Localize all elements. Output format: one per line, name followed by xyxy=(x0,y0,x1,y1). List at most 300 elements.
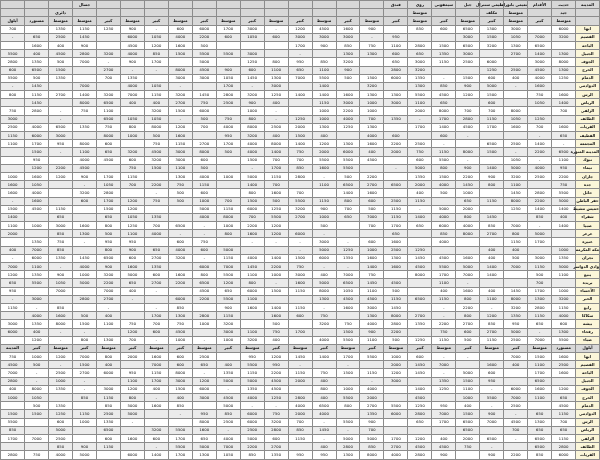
value-cell xyxy=(336,132,360,140)
value-cell: 3200 xyxy=(552,295,576,303)
city-cell: القصيم xyxy=(576,33,600,41)
value-cell xyxy=(96,328,120,336)
value-cell: 1200 xyxy=(288,25,312,33)
value-cell: 4500 xyxy=(312,25,336,33)
value-cell: 600 xyxy=(360,197,384,205)
value-cell: 2800 xyxy=(528,189,552,197)
value-cell: - xyxy=(144,303,168,311)
value-cell: 1700 xyxy=(216,25,240,33)
value-cell: 400 xyxy=(312,443,336,451)
value-cell: 1150 xyxy=(96,443,120,451)
value-cell: 4000 xyxy=(216,123,240,131)
value-cell xyxy=(288,295,312,303)
value-cell: 1300 xyxy=(96,336,120,344)
value-cell xyxy=(456,451,480,459)
value-cell xyxy=(456,361,480,369)
value-cell: 1150 xyxy=(288,287,312,295)
value-cell: 4000 xyxy=(120,50,144,58)
value-cell: 4500 xyxy=(120,41,144,49)
value-cell: 2200 xyxy=(168,279,192,287)
value-cell: - xyxy=(432,74,456,82)
value-cell: 950 xyxy=(264,361,288,369)
value-cell: 850 xyxy=(408,25,432,33)
value-cell xyxy=(240,9,264,17)
value-cell: 2000 xyxy=(384,361,408,369)
table-row xyxy=(1,74,600,82)
value-cell: 4000 xyxy=(456,222,480,230)
value-cell: 1300 xyxy=(408,82,432,90)
value-cell: 3000 xyxy=(456,33,480,41)
value-cell xyxy=(384,394,408,402)
value-cell xyxy=(432,9,456,17)
value-cell: 500 xyxy=(25,361,49,369)
value-cell: كبير xyxy=(480,17,504,25)
value-cell: 850 xyxy=(336,41,360,49)
value-cell xyxy=(25,1,49,9)
value-cell: 3200 xyxy=(240,132,264,140)
value-cell xyxy=(384,385,408,393)
value-cell: 1150 xyxy=(25,91,49,99)
value-cell: 500 xyxy=(264,320,288,328)
value-cell: 1450 xyxy=(480,213,504,221)
value-cell: 1000 xyxy=(216,172,240,180)
value-cell: 4000 xyxy=(360,320,384,328)
value-cell xyxy=(216,58,240,66)
value-cell: 2000 xyxy=(360,394,384,402)
value-cell: 3200 xyxy=(96,50,120,58)
value-cell: 900 xyxy=(240,99,264,107)
table-row xyxy=(1,33,600,41)
value-cell: 1600 xyxy=(456,287,480,295)
value-cell xyxy=(456,99,480,107)
value-cell: 5000 xyxy=(192,443,216,451)
value-cell: 2800 xyxy=(552,443,576,451)
value-cell: نعيمي سنترال xyxy=(480,1,504,9)
value-cell: 2500 xyxy=(504,336,528,344)
value-cell: 750 xyxy=(1,107,25,115)
value-cell: 1150 xyxy=(192,181,216,189)
value-cell: 500 xyxy=(528,271,552,279)
value-cell: 2500 xyxy=(456,58,480,66)
value-cell xyxy=(192,402,216,410)
value-cell: 1600 xyxy=(504,123,528,131)
value-cell: 400 xyxy=(408,189,432,197)
value-cell: 1000 xyxy=(384,353,408,361)
value-cell: 8000 xyxy=(432,107,456,115)
value-cell: 1100 xyxy=(504,181,528,189)
value-cell: 7000 xyxy=(25,246,49,254)
value-cell: متوسط xyxy=(360,17,384,25)
value-cell: 800 xyxy=(456,312,480,320)
value-cell: 700 xyxy=(504,426,528,434)
value-cell: 1600 xyxy=(120,434,144,442)
value-cell: 1400 xyxy=(552,205,576,213)
value-cell: 1100 xyxy=(240,295,264,303)
value-cell: 1050 xyxy=(144,33,168,41)
value-cell: 5500 xyxy=(168,443,192,451)
value-cell: 750 xyxy=(360,271,384,279)
value-cell: 750 xyxy=(192,238,216,246)
value-cell: 2800 xyxy=(1,377,25,385)
value-cell: 750 xyxy=(264,328,288,336)
value-cell: 1500 xyxy=(456,377,480,385)
value-cell: 5500 xyxy=(384,402,408,410)
city-cell: وادي الدواسر xyxy=(576,263,600,271)
city-cell: ابها xyxy=(576,25,600,33)
value-cell: 2200 xyxy=(264,369,288,377)
value-cell: 900 xyxy=(73,443,97,451)
value-cell: 7000 xyxy=(336,271,360,279)
value-cell: 2700 xyxy=(144,254,168,262)
value-cell: 5000 xyxy=(504,164,528,172)
value-cell: 4000 xyxy=(336,115,360,123)
value-cell: 6500 xyxy=(96,99,120,107)
value-cell: 8000 xyxy=(504,295,528,303)
value-cell: 1600 xyxy=(288,279,312,287)
table-row xyxy=(1,394,600,402)
value-cell: 1700 xyxy=(336,353,360,361)
value-cell: 700 xyxy=(144,320,168,328)
value-cell: 900 xyxy=(480,410,504,418)
value-cell xyxy=(120,9,144,17)
value-cell: 400 xyxy=(25,50,49,58)
value-cell: متوسط xyxy=(336,344,360,352)
table-row xyxy=(1,434,600,442)
value-cell: 4000 xyxy=(25,312,49,320)
value-cell: 2700 xyxy=(73,369,97,377)
city-cell xyxy=(576,17,600,25)
value-cell: 1100 xyxy=(360,336,384,344)
value-cell xyxy=(73,132,97,140)
value-cell: 4000 xyxy=(312,336,336,344)
city-cell: المجمعة xyxy=(576,140,600,148)
value-cell: 4500 xyxy=(168,328,192,336)
value-cell: 8000 xyxy=(216,213,240,221)
value-cell: 4000 xyxy=(432,213,456,221)
value-cell: 2800 xyxy=(192,312,216,320)
value-cell xyxy=(120,443,144,451)
value-cell: 4000 xyxy=(528,74,552,82)
value-cell: 750 xyxy=(288,148,312,156)
value-cell xyxy=(25,115,49,123)
value-cell: - xyxy=(192,369,216,377)
value-cell xyxy=(73,303,97,311)
value-cell: 4500 xyxy=(360,295,384,303)
value-cell: 1700 xyxy=(96,197,120,205)
value-cell: 1350 xyxy=(432,50,456,58)
value-cell: المدينة xyxy=(1,344,25,352)
table-row xyxy=(1,123,600,131)
value-cell xyxy=(25,25,49,33)
value-cell: 1450 xyxy=(408,254,432,262)
city-cell: جازان xyxy=(576,172,600,180)
value-cell: - xyxy=(504,410,528,418)
value-cell: 5500 xyxy=(192,50,216,58)
table-row xyxy=(1,295,600,303)
value-cell: أيلول xyxy=(1,17,25,25)
value-cell: 5500 xyxy=(288,197,312,205)
value-cell: 600 xyxy=(360,238,384,246)
value-cell: الأقدام xyxy=(528,1,552,9)
value-cell: 650 xyxy=(96,148,120,156)
value-cell: 950 xyxy=(384,33,408,41)
value-cell: 700 xyxy=(120,181,144,189)
value-cell: 1050 xyxy=(120,115,144,123)
value-cell: 1500 xyxy=(240,156,264,164)
value-cell: كبير xyxy=(264,344,288,352)
value-cell xyxy=(168,1,192,9)
value-cell: 650 xyxy=(408,50,432,58)
table-row xyxy=(1,279,600,287)
value-cell xyxy=(528,9,552,17)
value-cell: متوسط xyxy=(408,9,432,17)
value-cell: 400 xyxy=(456,402,480,410)
value-cell: 3000 xyxy=(504,25,528,33)
value-cell: - xyxy=(25,377,49,385)
value-cell: 1400 xyxy=(312,82,336,90)
value-cell: 1400 xyxy=(336,189,360,197)
value-cell xyxy=(144,418,168,426)
value-cell xyxy=(120,189,144,197)
value-cell: 900 xyxy=(432,451,456,459)
value-cell xyxy=(408,279,432,287)
value-cell: 1600 xyxy=(25,41,49,49)
value-cell: 2800 xyxy=(384,320,408,328)
value-cell xyxy=(1,238,25,246)
value-cell: 600 xyxy=(384,50,408,58)
value-cell xyxy=(192,1,216,9)
value-cell: 3000 xyxy=(336,33,360,41)
value-cell: 600 xyxy=(480,74,504,82)
value-cell: 650 xyxy=(528,426,552,434)
value-cell xyxy=(144,74,168,82)
value-cell: 6500 xyxy=(480,140,504,148)
value-cell xyxy=(408,238,432,246)
value-cell xyxy=(504,91,528,99)
value-cell: 850 xyxy=(480,222,504,230)
value-cell: 600 xyxy=(408,353,432,361)
value-cell: 1600 xyxy=(192,426,216,434)
value-cell: 2000 xyxy=(408,181,432,189)
value-cell: 5000 xyxy=(528,230,552,238)
value-cell: 1450 xyxy=(288,353,312,361)
value-cell: 1100 xyxy=(120,230,144,238)
value-cell: 1200 xyxy=(408,434,432,442)
value-cell xyxy=(480,132,504,140)
value-cell: 2700 xyxy=(384,443,408,451)
value-cell xyxy=(456,246,480,254)
value-cell: 4500 xyxy=(264,377,288,385)
value-cell: 850 xyxy=(96,402,120,410)
value-cell: 5000 xyxy=(240,172,264,180)
value-cell: 900 xyxy=(216,303,240,311)
value-cell xyxy=(49,181,73,189)
value-cell: 600 xyxy=(552,320,576,328)
value-cell: 6000 xyxy=(384,74,408,82)
value-cell xyxy=(1,99,25,107)
value-cell: 2000 xyxy=(288,377,312,385)
value-cell xyxy=(504,369,528,377)
value-cell: - xyxy=(168,410,192,418)
value-cell: 1600 xyxy=(456,254,480,262)
value-cell: 1200 xyxy=(144,41,168,49)
city-cell: عرعر xyxy=(576,230,600,238)
table-row xyxy=(1,25,600,33)
city-cell: حائل xyxy=(576,189,600,197)
value-cell: 700 xyxy=(216,197,240,205)
value-cell: 1000 xyxy=(1,172,25,180)
value-cell: 2700 xyxy=(264,443,288,451)
value-cell: 1100 xyxy=(240,328,264,336)
value-cell: متوسط xyxy=(73,17,97,25)
value-cell: 2500 xyxy=(96,410,120,418)
city-cell: الدوادمي xyxy=(576,82,600,90)
value-cell: 400 xyxy=(312,132,336,140)
value-cell: 1250 xyxy=(408,246,432,254)
value-cell: 5000 xyxy=(456,263,480,271)
value-cell: 3000 xyxy=(528,58,552,66)
value-cell: 500 xyxy=(312,222,336,230)
value-cell: 650 xyxy=(528,320,552,328)
value-cell: 1200 xyxy=(384,369,408,377)
value-cell: 5000 xyxy=(336,434,360,442)
value-cell: 4500 xyxy=(408,394,432,402)
value-cell: 750 xyxy=(456,443,480,451)
value-cell: 7000 xyxy=(528,33,552,41)
value-cell: 2800 xyxy=(73,295,97,303)
value-cell: - xyxy=(336,238,360,246)
value-cell: 4500 xyxy=(25,205,49,213)
value-cell: متوسط xyxy=(408,17,432,25)
value-cell: 3000 xyxy=(312,238,336,246)
table-row xyxy=(1,164,600,172)
value-cell: 900 xyxy=(49,271,73,279)
value-cell: 3000 xyxy=(312,33,336,41)
value-cell: جيد xyxy=(552,9,576,17)
value-cell xyxy=(168,205,192,213)
value-cell: 1600 xyxy=(240,230,264,238)
value-cell: 1500 xyxy=(528,353,552,361)
table-row xyxy=(1,156,600,164)
value-cell: 6000 xyxy=(480,58,504,66)
value-cell: 1300 xyxy=(360,312,384,320)
value-cell: 1500 xyxy=(1,410,25,418)
value-cell: 7000 xyxy=(144,361,168,369)
city-cell: مكة المكرمة xyxy=(576,246,600,254)
value-cell xyxy=(312,328,336,336)
value-cell: 1000 xyxy=(49,377,73,385)
value-cell: 800 xyxy=(1,91,25,99)
value-cell: 1500 xyxy=(480,33,504,41)
value-cell: 600 xyxy=(192,156,216,164)
value-cell xyxy=(288,443,312,451)
value-cell xyxy=(504,132,528,140)
value-cell: - xyxy=(432,140,456,148)
value-cell: 600 xyxy=(456,328,480,336)
value-cell xyxy=(528,25,552,33)
value-cell xyxy=(192,82,216,90)
city-cell: الجوف xyxy=(576,385,600,393)
value-cell: 5500 xyxy=(216,271,240,279)
value-cell: 6000 xyxy=(312,254,336,262)
table-row xyxy=(1,189,600,197)
value-cell: 3200 xyxy=(96,91,120,99)
value-cell: 4000 xyxy=(312,410,336,418)
city-cell: تيماء xyxy=(576,164,600,172)
value-cell: كبير xyxy=(192,17,216,25)
value-cell: 500 xyxy=(216,148,240,156)
value-cell: 1400 xyxy=(240,181,264,189)
value-cell: 1350 xyxy=(144,213,168,221)
table-row xyxy=(1,271,600,279)
value-cell: 1300 xyxy=(384,91,408,99)
value-cell: - xyxy=(216,426,240,434)
value-cell: 1000 xyxy=(25,353,49,361)
value-cell: 6500 xyxy=(552,148,576,156)
value-cell: 400 xyxy=(168,394,192,402)
value-cell: 2700 xyxy=(360,402,384,410)
value-cell: 900 xyxy=(96,263,120,271)
value-cell: 1700 xyxy=(264,164,288,172)
value-cell: 8000 xyxy=(312,287,336,295)
value-cell: 1150 xyxy=(552,303,576,311)
value-cell xyxy=(528,246,552,254)
value-cell: 1450 xyxy=(360,279,384,287)
value-cell: 400 xyxy=(120,99,144,107)
value-cell: 500 xyxy=(384,336,408,344)
value-cell: 3200 xyxy=(144,107,168,115)
value-cell: 400 xyxy=(120,287,144,295)
value-cell xyxy=(144,295,168,303)
value-cell: 2000 xyxy=(288,410,312,418)
value-cell: 1600 xyxy=(120,263,144,271)
value-cell: 5500 xyxy=(552,336,576,344)
table-row xyxy=(1,443,600,451)
value-cell xyxy=(456,238,480,246)
value-cell: 1300 xyxy=(264,74,288,82)
value-cell: 6500 xyxy=(456,418,480,426)
value-cell: 850 xyxy=(288,426,312,434)
value-cell: 1300 xyxy=(552,50,576,58)
value-cell xyxy=(264,1,288,9)
value-cell: 2800 xyxy=(73,50,97,58)
value-cell xyxy=(1,443,25,451)
value-cell: 3000 xyxy=(288,271,312,279)
value-cell: 7000 xyxy=(480,418,504,426)
value-cell xyxy=(480,279,504,287)
value-cell: 2800 xyxy=(384,66,408,74)
value-cell: 3000 xyxy=(168,148,192,156)
value-cell: 2700 xyxy=(360,181,384,189)
value-cell: 1600 xyxy=(49,312,73,320)
value-cell: 1600 xyxy=(528,385,552,393)
value-cell xyxy=(480,189,504,197)
value-cell: 2700 xyxy=(480,328,504,336)
value-cell: 1250 xyxy=(432,385,456,393)
value-cell: - xyxy=(312,172,336,180)
value-cell: 950 xyxy=(192,410,216,418)
value-cell xyxy=(168,58,192,66)
value-cell: 1200 xyxy=(120,328,144,336)
value-cell: 4000 xyxy=(240,140,264,148)
value-cell: 1050 xyxy=(144,115,168,123)
value-cell: 2800 xyxy=(456,115,480,123)
value-cell: 2800 xyxy=(288,394,312,402)
header-row xyxy=(1,9,600,17)
value-cell: 900 xyxy=(456,82,480,90)
city-cell: عنيزة xyxy=(576,238,600,246)
value-cell xyxy=(384,156,408,164)
